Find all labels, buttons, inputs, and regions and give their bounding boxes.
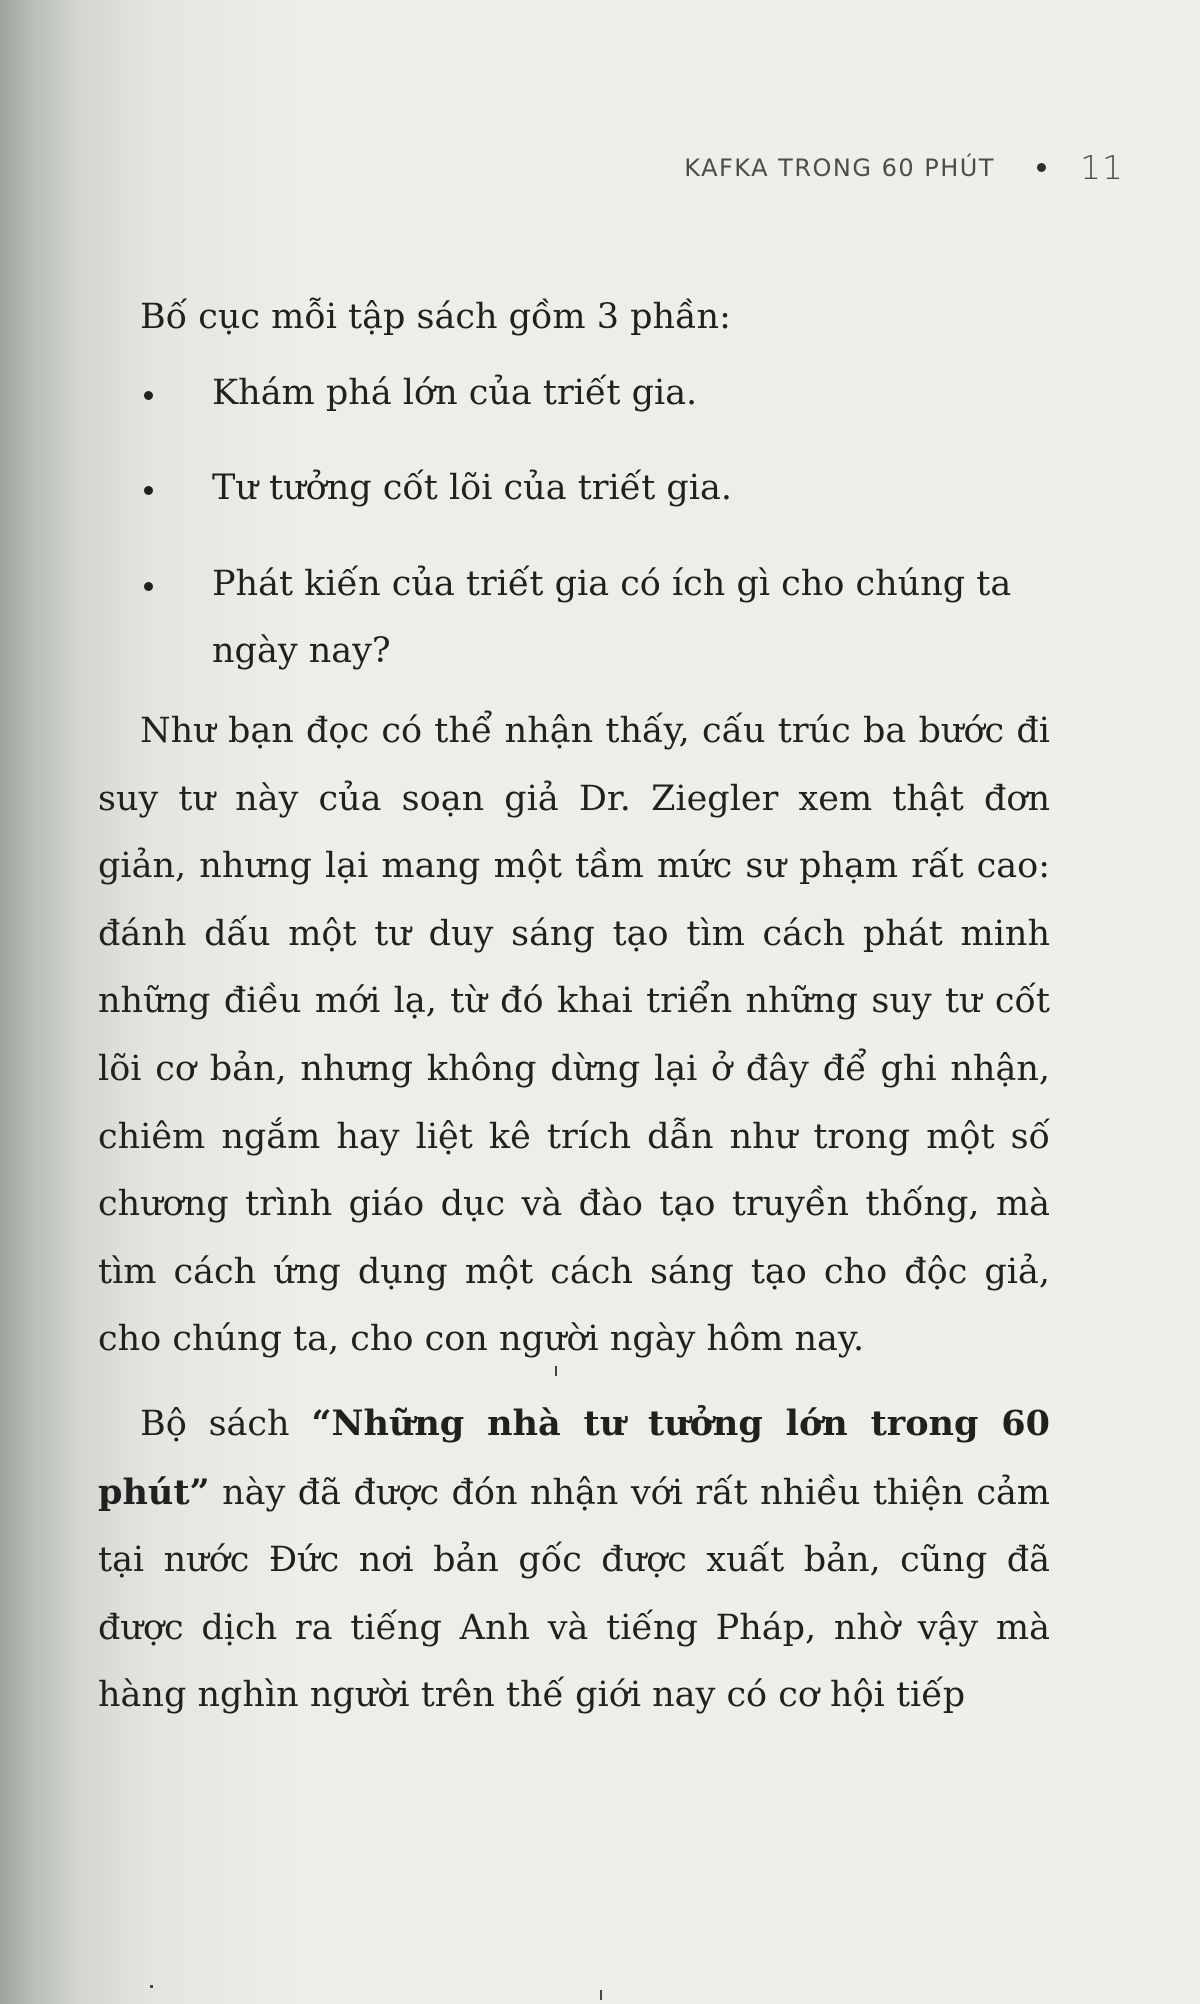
bullet-dot-icon: [144, 391, 153, 400]
running-head: [684, 148, 1124, 187]
page-number: 11: [1080, 148, 1124, 187]
separator-dot: [1037, 163, 1046, 172]
bullet-list: [98, 360, 1050, 686]
intro-line: Bố cục mỗi tập sách gồm 3 phần:: [140, 297, 731, 337]
bullet-item: [98, 551, 1050, 686]
running-title: KAFKA TRONG 60 PHÚT: [684, 153, 995, 182]
print-speck: [555, 1366, 557, 1376]
bullet-dot-icon: [144, 486, 153, 495]
paragraph-rest: này đã được đón nhận với rất nhiều thiện cảm tại nước Đức nơi bản gốc được xuất bản, cũng đã được dịch ra tiếng Anh và tiếng Pháp, nhờ vậy mà hàng nghìn người trên thế giới nay có cơ hội tiếp: [98, 1472, 1050, 1716]
print-speck: [600, 1990, 602, 2000]
paragraph-book-series: [98, 1390, 1050, 1730]
bullet-text: Tư tưởng cốt lõi của triết gia.: [212, 468, 732, 509]
series-title: “Những nhà tư tưởng lớn trong 60 phút”: [98, 1402, 1051, 1513]
bullet-item: [98, 360, 1050, 428]
bullet-item: [98, 455, 1050, 523]
bullet-text: Khám phá lớn của triết gia.: [212, 372, 698, 413]
page-content: [98, 284, 1050, 1730]
paragraph-structure: Như bạn đọc có thể nhận thấy, cấu trúc ba bước đi suy tư này của soạn giả Dr. Ziegler xem thật đơn giản, nhưng lại mang một tầm mức sư phạm rất cao: đánh dấu một tư duy sáng tạo tìm cách phát minh những điều mới lạ, từ đó khai triển những suy tư cốt lõi cơ bản, nhưng không dừng lại ở đây để ghi nhận, chiêm ngắm hay liệt kê trích dẫn như trong một số chương trình giáo dục và đào tạo truyền thống, mà tìm cách ứng dụng một cách sáng tạo cho độc giả, cho chúng ta, cho con người ngày hôm nay.: [98, 710, 1050, 1360]
paragraph-prefix: Bộ sách: [140, 1403, 312, 1444]
bullet-text: Phát kiến của triết gia có ích gì cho chúng ta ngày nay?: [212, 563, 1012, 672]
bullet-dot-icon: [144, 582, 153, 591]
print-speck: [150, 1985, 153, 1988]
